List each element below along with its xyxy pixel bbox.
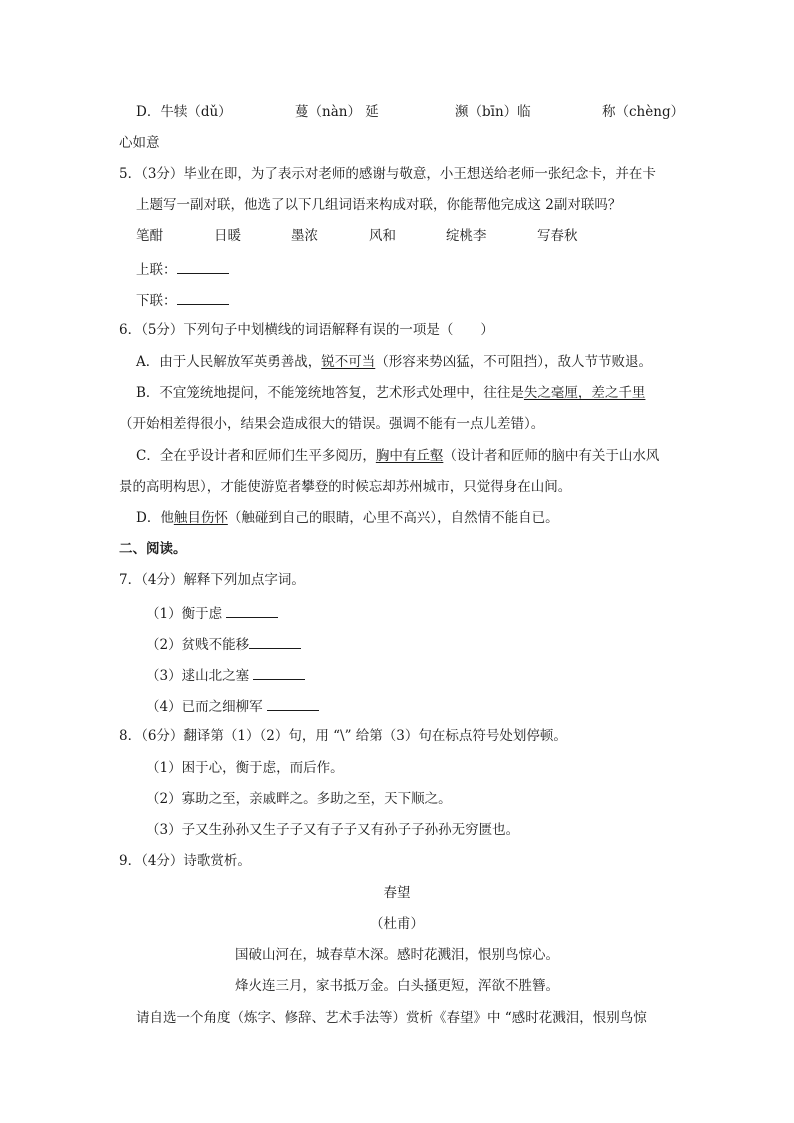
q5-word: 风和: [369, 228, 396, 244]
q5-stem-line1: 5．（3分）毕业在即，为了表示对老师的感谢与敬意，小王想送给老师一张纪念卡，并在卡: [119, 166, 656, 182]
q8-item: （3）子又生孙孙又生子子又有子子又有孙子子孙孙无穷匮也。: [146, 822, 520, 838]
q4-option-d-continuation: 心如意: [119, 135, 160, 151]
q9-prompt: 请自选一个角度（炼字、修辞、艺术手法等）赏析《春望》中 “感时花溅泪，恨别鸟惊: [136, 1010, 647, 1026]
q7-stem: 7．（4分）解释下列加点字词。: [119, 572, 305, 588]
q4-option-d-item4: 称（chèng）: [602, 104, 685, 120]
section-heading-reading: 二、阅读。: [119, 541, 187, 557]
q6-option-b-underlined: 失之毫厘，差之千里: [523, 385, 646, 401]
q7-item-text: （3）逑山北之塞: [146, 668, 250, 684]
q5-word: 写春秋: [537, 228, 578, 244]
poem-author: （杜甫）: [370, 916, 424, 932]
q6-option-d-explanation: （触碰到自己的眼睛，心里不高兴），自然情不能自已。: [227, 510, 559, 526]
q8-stem: 8．（6分）翻译第（1）（2）句，用 “\” 给第（3）句在标点符号处划停顿。: [119, 728, 567, 744]
q5-word: 墨浓: [291, 228, 318, 244]
q6-stem: 6．（5分）下列句子中划横线的词语解释有误的一项是（ ）: [119, 322, 494, 338]
q6-option-d-text: D．他: [136, 510, 174, 526]
q7-item-text: （2）贫贱不能移: [146, 637, 250, 653]
q5-upper-blank[interactable]: [177, 262, 229, 274]
q7-item-text: （4）已而之细柳军: [146, 699, 263, 715]
q6-option-b-text: B．不宜笼统地提问，不能笼统地答复，艺术形式处理中，往往是: [136, 385, 524, 401]
q5-upper-couplet: [136, 262, 229, 278]
q6-option-a-explanation: （形容来势凶猛，不可阻挡），敌人节节败退。: [375, 354, 652, 370]
q5-word: 绽桃李: [446, 228, 487, 244]
q6-option-a-underlined: 锐不可当: [321, 354, 376, 370]
q7-item: [146, 637, 301, 653]
q5-stem-line2: 上题写一副对联，他选了以下几组词语来构成对联，你能帮他完成这 2副对联吗？: [136, 197, 622, 213]
q6-option-c-continuation: 景的高明构思），才能使游览者攀登的时候忘却苏州城市，只觉得身在山间。: [119, 479, 572, 495]
q5-upper-label: 上联：: [136, 262, 177, 278]
q7-item: [146, 699, 319, 715]
q5-word: 笔酣: [136, 228, 163, 244]
q6-option-c: [136, 450, 659, 464]
q8-item: （1）困于心，衡于虑，而后作。: [146, 760, 344, 776]
q5-word: 日暖: [214, 228, 241, 244]
q4-option-d-item3: 濒（bīn）临: [455, 104, 531, 120]
q7-item-blank[interactable]: [253, 668, 305, 680]
q6-option-c-text: C．全在乎设计者和匠师们生平多阅历，: [136, 448, 376, 464]
poem-verse: 烽火连三月，家书抵万金。白头搔更短，浑欲不胜簪。: [235, 978, 559, 994]
poem-verse: 国破山河在，城春草木深。感时花溅泪，恨别鸟惊心。: [235, 947, 559, 963]
q8-item: （2）寡助之至，亲戚畔之。多助之至，天下顺之。: [146, 791, 452, 807]
q6-option-d-underlined: 触目伤怀: [173, 510, 228, 526]
q7-item-blank[interactable]: [267, 699, 319, 711]
q4-option-d-label: D．牛犊（dǔ）: [136, 104, 232, 120]
q6-option-b-continuation: （开始相差得很小，结果会造成很大的错误。强调不能有一点儿差错）。: [119, 416, 545, 432]
q7-item-text: （1）衡于虑: [146, 606, 223, 622]
q9-stem: 9．（4分）诗歌赏析。: [119, 853, 251, 869]
poem-title: 春望: [383, 885, 411, 901]
q6-option-c-underlined: 胸中有丘壑: [375, 448, 444, 464]
q6-option-a-text: A．由于人民解放军英勇善战，: [136, 354, 322, 370]
q4-option-d-item2: 蔓（nàn） 延: [295, 104, 379, 120]
q5-lower-blank[interactable]: [177, 293, 229, 305]
q6-option-a: [136, 356, 652, 370]
q5-lower-couplet: [136, 293, 229, 309]
q7-item: [146, 606, 278, 622]
q7-item-blank[interactable]: [249, 637, 301, 649]
q7-item-blank[interactable]: [226, 606, 278, 618]
q6-option-c-explanation: （设计者和匠师的脑中有关于山水风: [443, 448, 660, 464]
q6-option-b: [136, 387, 645, 401]
q7-item: [146, 668, 305, 684]
q6-option-d: [136, 512, 559, 526]
q5-lower-label: 下联：: [136, 293, 177, 309]
